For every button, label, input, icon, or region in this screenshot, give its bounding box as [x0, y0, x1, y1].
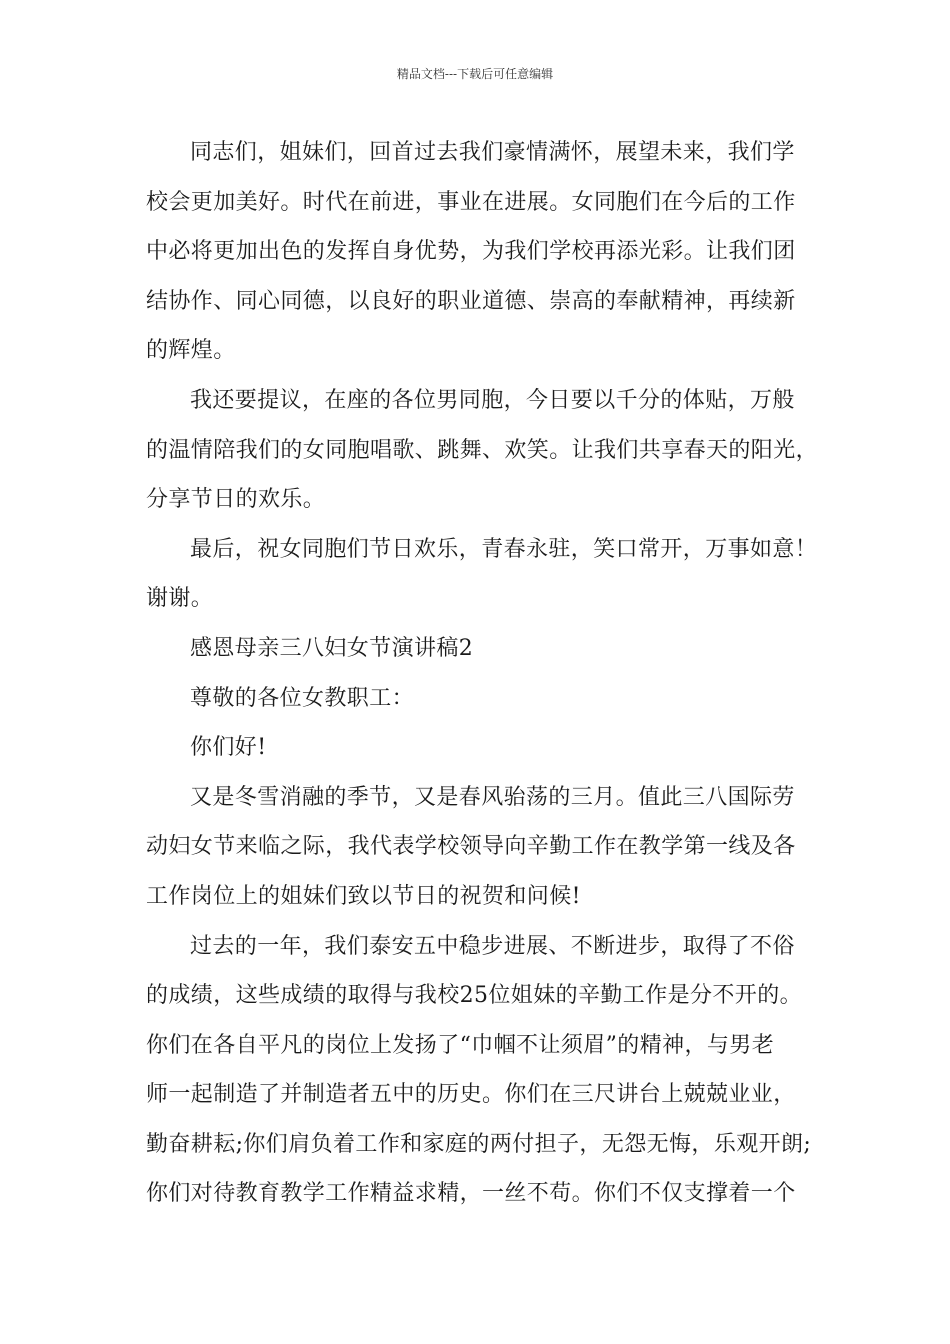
text-line: 又是冬雪消融的季节，又是春风骀荡的三月。值此三八国际劳 — [190, 784, 795, 810]
salutation — [146, 674, 826, 724]
page-header: 精品文档---下载后可任意编辑 — [396, 67, 554, 81]
text-line: 同志们，姐妹们，回首过去我们豪情满怀，展望未来，我们学 — [190, 140, 795, 165]
text-line: 中必将更加出色的发挥自身优势，为我们学校再添光彩。让我们团 — [146, 239, 796, 265]
text-line: 你们好! — [190, 735, 267, 761]
text-line: 的温情陪我们的女同胞唱歌、跳舞、欢笑。让我们共享春天的阳光， — [146, 437, 819, 463]
paragraph — [146, 525, 826, 624]
text-line: 师一起制造了并制造者五中的历史。你们在三尺讲台上兢兢业业， — [146, 1082, 796, 1108]
paragraph — [146, 376, 826, 525]
paragraph — [146, 773, 826, 922]
document-body — [146, 128, 826, 1219]
text-line: 的成绩，这些成绩的取得与我校25位姐妹的辛勤工作是分不开的。 — [146, 983, 802, 1009]
text-line: 的辉煌。 — [146, 338, 236, 364]
paragraph — [146, 128, 826, 376]
text-line: 勤奋耕耘;你们肩负着工作和家庭的两付担子，无怨无悔，乐观开朗; — [146, 1131, 812, 1157]
text-line: 过去的一年，我们泰安五中稳步进展、不断进步，取得了不俗 — [190, 933, 795, 959]
text-line: 动妇女节来临之际，我代表学校领导向辛勤工作在教学第一线及各 — [146, 834, 796, 860]
text-line: 工作岗位上的姐妹们致以节日的祝贺和问候! — [146, 883, 581, 909]
text-line: 你们对待教育教学工作精益求精，一丝不苟。你们不仅支撑着一个 — [146, 1181, 796, 1207]
text-line: 你们在各自平凡的岗位上发扬了“巾帼不让须眉”的精神，与男老 — [146, 1032, 775, 1058]
text-line: 结协作、同心同德，以良好的职业道德、崇高的奉献精神，再续新 — [146, 288, 796, 314]
text-line: 校会更加美好。时代在前进，事业在进展。女同胞们在今后的工作 — [146, 189, 796, 215]
paragraph — [146, 922, 826, 1220]
text-line: 我还要提议，在座的各位男同胞，今日要以千分的体贴，万般 — [190, 387, 795, 413]
text-line: 谢谢。 — [146, 586, 214, 612]
text-line: 尊敬的各位女教职工： — [190, 685, 415, 711]
text-line: 分享节日的欢乐。 — [146, 487, 326, 513]
section-title — [146, 624, 826, 674]
greeting — [146, 723, 826, 773]
text-line: 最后，祝女同胞们节日欢乐，青春永驻，笑口常开，万事如意！ — [190, 536, 818, 562]
text-line: 感恩母亲三八妇女节演讲稿2 — [190, 635, 474, 661]
